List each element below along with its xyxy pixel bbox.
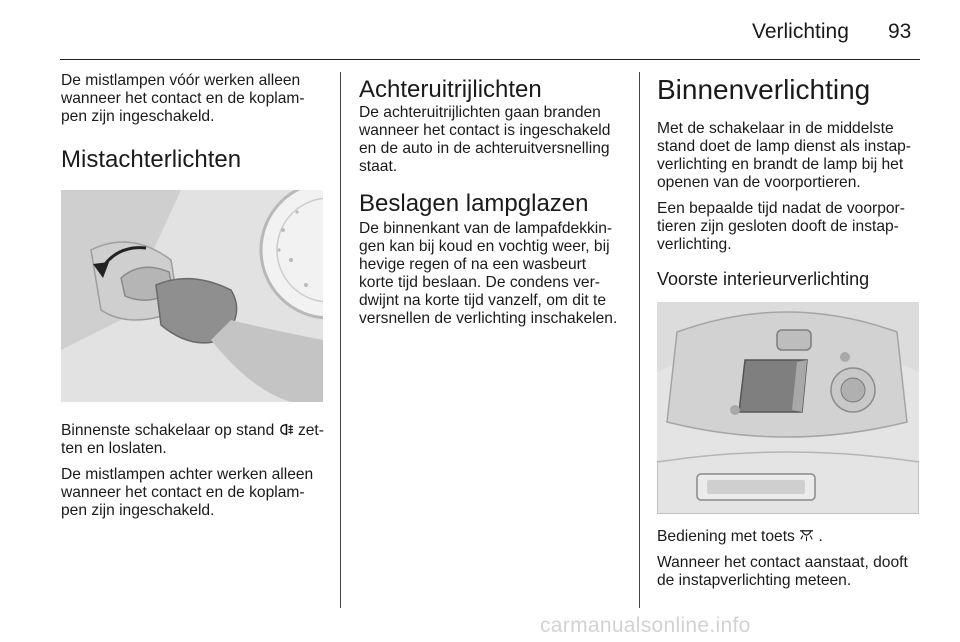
interior-lamp-icon <box>799 528 814 543</box>
fog-lamp-stalk-figure <box>61 190 323 402</box>
figure-caption <box>61 422 327 458</box>
caption-text-before: Binnenste schakelaar op stand <box>61 422 275 439</box>
subheading-voorste-interieurverlichting: Voorste interieurverlichting <box>657 269 870 289</box>
column-divider <box>340 72 341 608</box>
section-heading-beslagen-lampglazen: Beslagen lampglazen <box>359 190 589 217</box>
intro-paragraph: De mistlampen vóór werken alleen wanneer het contact en de koplam-pen zijn ingeschakeld. <box>61 72 305 125</box>
interior-light-illustration <box>657 302 919 514</box>
binnenverlichting-paragraph-2: Een bepaalde tijd nadat de voorpor-tieren zijn gesloten dooft de instap-verlichting. <box>657 200 905 253</box>
figure-caption <box>657 528 923 546</box>
watermark: carmanualsonline.info <box>540 614 751 637</box>
section-heading-achteruitrijlichten: Achteruitrijlichten <box>359 76 542 103</box>
caption-text-before: Bediening met toets <box>657 528 795 545</box>
body-paragraph: Wanneer het contact aanstaat, dooft de instapverlichting meteen. <box>657 554 908 589</box>
column-2 <box>359 72 625 336</box>
caption-text-after: . <box>818 528 823 545</box>
interior-light-figure <box>657 302 919 514</box>
caption-text-after: zet-ten en loslaten. <box>61 422 324 457</box>
header-rule <box>60 59 920 60</box>
column-divider <box>639 72 640 608</box>
column-1 <box>61 72 327 528</box>
header-title: Verlichting <box>752 20 849 43</box>
page-number: 93 <box>888 20 912 43</box>
column-3 <box>657 72 923 598</box>
body-paragraph: De mistlampen achter werken alleen wanneer het contact en de koplam-pen zijn ingeschakeld. <box>61 466 314 519</box>
fog-lamp-stalk-illustration <box>61 190 323 402</box>
section-heading-binnenverlichting: Binnenverlichting <box>657 74 871 105</box>
beslagen-lampglazen-paragraph: De binnenkant van de lampafdekkin-gen kan bij koud en vochtig weer, bij hevige regen of na een wasbeurt korte tijd beslaan. De condens ver-dwijnt na korte tijd vanzelf, om dit te versnellen de verlichting inschakelen. <box>359 220 618 327</box>
binnenverlichting-paragraph-1: Met de schakelaar in de middelste stand doet de lamp dienst als instap-verlichting en brandt de lamp bij het openen van de voorportieren. <box>657 120 911 191</box>
section-heading-mistachterlichten: Mistachterlichten <box>61 146 242 173</box>
achteruitrijlichten-paragraph: De achteruitrijlichten gaan branden wanneer het contact is ingeschakeld en de auto in de achteruitversnelling staat. <box>359 104 611 175</box>
rear-fog-lamp-icon <box>279 422 294 437</box>
